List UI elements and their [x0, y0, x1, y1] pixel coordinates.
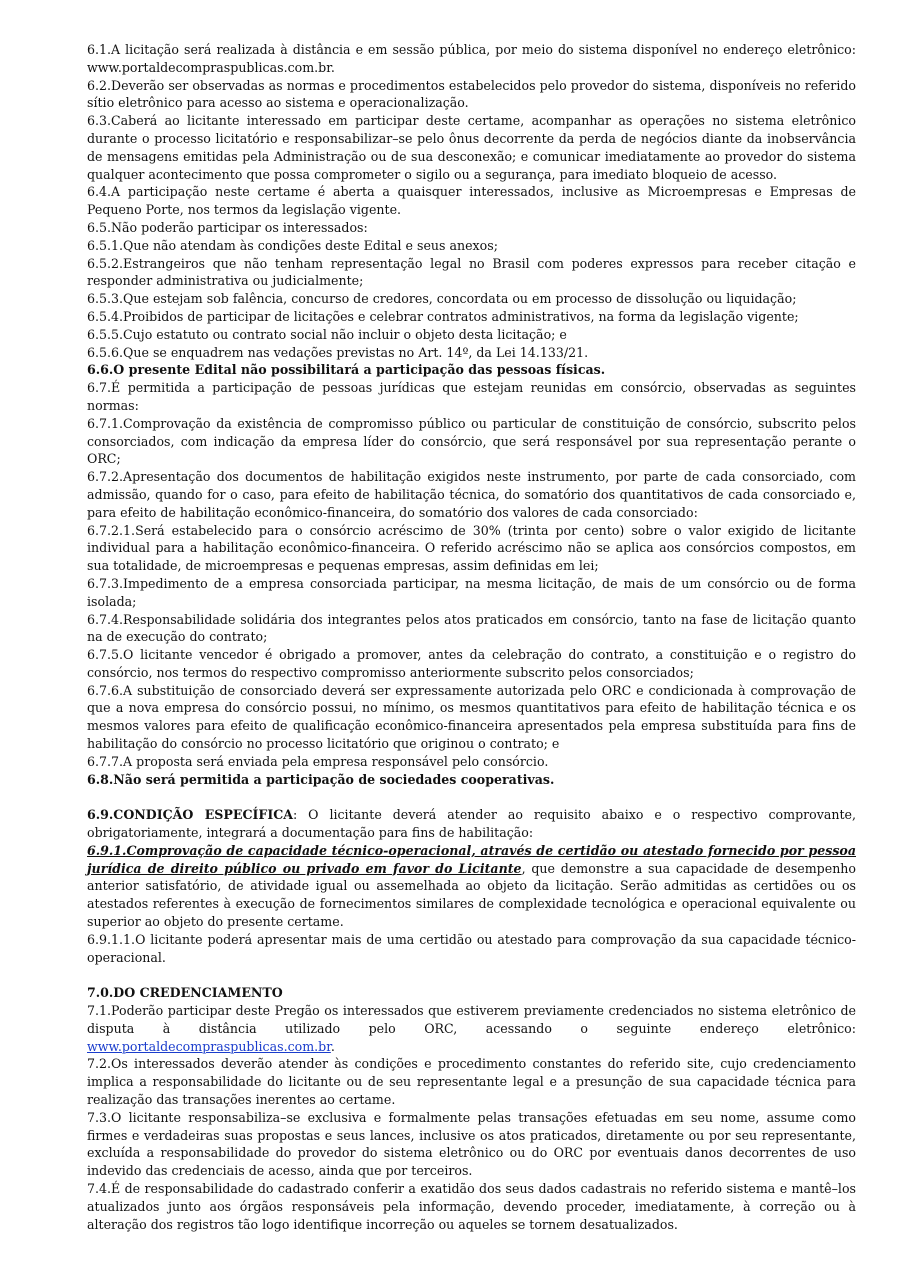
paragraph-6-5-6: 6.5.6.Que se enquadrem nas vedações previstas no Art. 14º, da Lei 14.133/21. [87, 344, 589, 360]
paragraph-6-5: 6.5.Não poderão participar os interessados: [87, 219, 368, 235]
spacer [87, 966, 856, 984]
paragraph-6-5-3: 6.5.3.Que estejam sob falência, concurso de credores, concordata ou em processo de dissolução ou liquidação; [87, 291, 797, 307]
paragraph-6-5-2: 6.5.2.Estrangeiros que não tenham representação legal no Brasil com poderes expressos para receber citação e responder administrativa ou judicialmente; [87, 255, 856, 289]
paragraph-6-7-7: 6.7.7.A proposta será enviada pela empresa responsável pelo consórcio. [87, 753, 549, 769]
paragraph-7-3: 7.3.O licitante responsabiliza–se exclusiva e formalmente pelas transações efetuadas em seu nome, assume como firmes e verdadeiras suas propostas e seus lances, inclusive os atos praticados, diretamente ou por seu representante, excluída a responsabilidade do provedor do sistema eletrônico ou do ORC por eventuais danos decorrentes de uso indevido das credenciais de acesso, ainda que por terceiros. [87, 1109, 856, 1179]
condition-label: 6.9.CONDIÇÃO ESPECÍFICA [87, 807, 293, 823]
paragraph-7-1-text: 7.1.Poderão participar deste Pregão os interessados que estiverem previamente credenciados no sistema eletrônico de disputa à distância utilizado pelo ORC, acessando o seguinte endereço eletrônico: [87, 1003, 856, 1036]
paragraph-6-2: 6.2.Deverão ser observadas as normas e procedimentos estabelecidos pelo provedor do sistema, disponíveis no referido sítio eletrônico para acesso ao sistema e operacionalização. [87, 77, 856, 111]
paragraph-7-4: 7.4.É de responsabilidade do cadastrado conferir a exatidão dos seus dados cadastrais no referido sistema e mantê–los atualizados junto aos órgãos responsáveis pela informação, devendo proceder, imediatamente, à correção ou à alteração dos registros tão logo identifique incorreção ou aqueles se tornem desatualizados. [87, 1181, 856, 1232]
paragraph-7-1 [87, 1002, 856, 1055]
condition-text: : O licitante deverá atender ao requisito abaixo e o respectivo comprovante, obrigatoriamente, integrará a documentação para fins de habilitação: [87, 807, 856, 841]
paragraph-6-9-1-1: 6.9.1.1.O licitante poderá apresentar mais de uma certidão ou atestado para comprovação da sua capacidade técnico-operacional. [87, 931, 856, 965]
paragraph-7-2: 7.2.Os interessados deverão atender às condições e procedimento constantes do referido site, cujo credenciamento implica a responsabilidade do licitante ou de seu representante legal e a presunção de sua capacidade técnica para realização das transações inerentes ao certame. [87, 1056, 856, 1108]
paragraph-6-6: 6.6.O presente Edital não possibilitará a participação das pessoas físicas. [87, 362, 606, 378]
paragraph-6-5-1: 6.5.1.Que não atendam às condições deste Edital e seus anexos; [87, 237, 498, 253]
paragraph-6-8: 6.8.Não será permitida a participação de sociedades cooperativas. [87, 771, 555, 787]
paragraph-6-7-4: 6.7.4.Responsabilidade solidária dos integrantes pelos atos praticados em consórcio, tanto na fase de licitação quanto na de execução do contrato; [87, 611, 856, 645]
paragraph-6-7-6: 6.7.6.A substituição de consorciado deverá ser expressamente autorizada pelo ORC e condicionada à comprovação de que a nova empresa do consórcio possui, no mínimo, os mesmos quantitativos para efeito de habilitação técnica e os mesmos valores para efeito de qualificação econômico-financeira apresentados pela empresa substituída para fins de habilitação do consórcio no processo licitatório que originou o contrato; e [87, 682, 856, 752]
paragraph-6-4: 6.4.A participação neste certame é aberta a quaisquer interessados, inclusive as Microempresas e Empresas de Pequeno Porte, nos termos da legislação vigente. [87, 184, 856, 218]
portal-link[interactable]: www.portaldecompraspublicas.com.br [87, 1038, 331, 1054]
paragraph-6-7-2: 6.7.2.Apresentação dos documentos de habilitação exigidos neste instrumento, por parte de cada consorciado, com admissão, quando for o caso, para efeito de habilitação técnica, do somatório dos quantitativos de cada consorciado e, para efeito de habilitação econômico-financeira, do somatório dos valores de cada consorciado: [87, 469, 856, 520]
capacity-requirement-text: , que demonstre a sua capacidade de desempenho anterior satisfatório, de atividade igual ou assemelhada ao objeto da licitação. Serão admitidas as certidões ou os atestados referentes à execução de fornecimentos similares de complexidade tecnológica e operacional equivalente ou superior ao objeto do presente certame. [87, 860, 856, 930]
paragraph-6-7-5: 6.7.5.O licitante vencedor é obrigado a promover, antes da celebração do contrato, a constituição e o registro do consórcio, nos termos do respectivo compromisso anteriormente subscrito pelos consorciados; [87, 647, 856, 680]
paragraph-6-7: 6.7.É permitida a participação de pessoas jurídicas que estejam reunidas em consórcio, observadas as seguintes normas: [87, 380, 856, 413]
capacity-requirement-emphasis: 6.9.1.Comprovação de capacidade técnico-operacional, através de certidão ou atestado fornecido por pessoa jurídica de direito público ou privado em favor do Licitante [87, 842, 856, 876]
paragraph-6-5-5: 6.5.5.Cujo estatuto ou contrato social não incluir o objeto desta licitação; e [87, 326, 567, 342]
paragraph-6-1: 6.1.A licitação será realizada à distância e em sessão pública, por meio do sistema disponível no endereço eletrônico: www.portaldecompraspublicas.com.br. [87, 42, 856, 75]
paragraph-6-5-4: 6.5.4.Proibidos de participar de licitações e celebrar contratos administrativos, na forma da legislação vigente; [87, 308, 799, 324]
paragraph-6-7-2-1: 6.7.2.1.Será estabelecido para o consórcio acréscimo de 30% (trinta por cento) sobre o valor exigido de licitante individual para a habilitação econômico-financeira. O referido acréscimo não se aplica aos consórcios compostos, em sua totalidade, de microempresas e pequenas empresas, assim definidas em lei; [87, 522, 856, 574]
paragraph-7-1-end: . [330, 1038, 335, 1054]
paragraph-6-3: 6.3.Caberá ao licitante interessado em participar deste certame, acompanhar as operações no sistema eletrônico durante o processo licitatório e responsabilizar–se pelo ônus decorrente da perda de negócios diante da inobservância de mensagens emitidas pela Administração ou de sua desconexão; e comunicar imediatamente ao provedor do sistema qualquer acontecimento que possa comprometer o sigilo ou a segurança, para imediato bloqueio de acesso. [87, 113, 856, 182]
section-heading-7: 7.0.DO CREDENCIAMENTO [87, 985, 283, 1001]
paragraph-6-9 [87, 806, 856, 842]
paragraph-6-7-3: 6.7.3.Impedimento de a empresa consorciada participar, na mesma licitação, de mais de um consórcio ou de forma isolada; [87, 575, 856, 609]
paragraph-6-9-1 [87, 842, 856, 931]
paragraph-6-7-1: 6.7.1.Comprovação da existência de compromisso público ou particular de constituição de consórcio, subscrito pelos consorciados, com indicação da empresa líder do consórcio, que será responsável por sua representação perante o ORC; [87, 415, 856, 467]
spacer [87, 788, 856, 806]
